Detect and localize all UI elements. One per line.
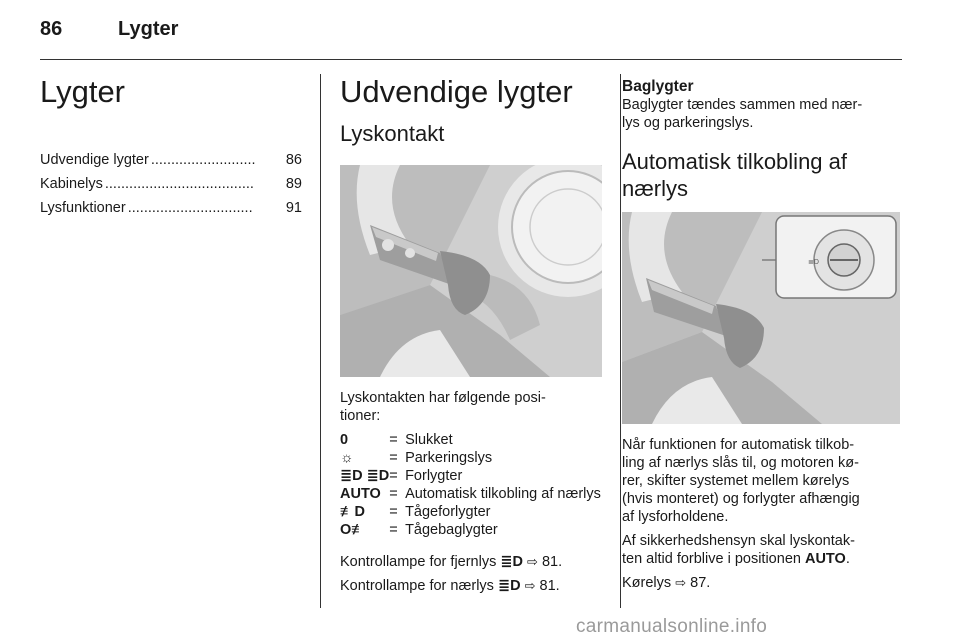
position-symbol: AUTO (340, 486, 381, 502)
page-reference[interactable]: 87. (690, 575, 711, 591)
toc-entry-title: Lysfunktioner (40, 200, 126, 216)
auto-light-description: Når funktionen for automatisk tilkob- ling af nærlys slås til, og motoren kø- rer, skifter systemet mellem kørelys (hvis monteret) og forlygter afhængig af lysforholdene. (622, 437, 860, 525)
toc-leader: ............................... (127, 200, 253, 216)
page-reference-arrow-icon[interactable]: ⇨ (527, 554, 538, 569)
safety-note (622, 532, 902, 568)
note-text: Kontrollampe for nærlys (340, 578, 494, 594)
svg-text:≣D: ≣D (808, 259, 819, 266)
list-item (340, 503, 602, 521)
safety-note-text: Af sikkerhedshensyn skal lyskontak- ten altid forblive i positionen (622, 533, 855, 567)
table-of-contents (40, 148, 302, 220)
toc-entry-title: Udvendige lygter (40, 152, 149, 168)
section-title: Automatisk tilkobling af nærlys (622, 149, 847, 201)
note-text: Kontrollampe for fjernlys (340, 554, 497, 570)
column-divider-1 (320, 74, 321, 608)
daytime-lights-reference (622, 574, 902, 592)
equals-sign: = (389, 432, 398, 448)
parking-light-icon: ☼ (340, 450, 354, 466)
high-beam-icon: ≣D (500, 554, 523, 570)
running-head: Lygter (118, 18, 179, 40)
equals-sign: = (389, 486, 398, 502)
toc-entry[interactable] (40, 196, 302, 220)
toc-entry-page: 86 (285, 152, 302, 168)
chapter-title: Lygter (40, 74, 126, 109)
high-beam-indicator-note (340, 553, 602, 571)
page-reference[interactable]: 81. (541, 554, 563, 570)
section-title: Udvendige lygter (340, 74, 573, 109)
reference-text: Kørelys (622, 575, 672, 591)
list-item (340, 431, 602, 449)
page-number: 86 (40, 18, 63, 40)
column-exterior-lights (340, 74, 602, 595)
auto-light-illustration (622, 212, 900, 424)
tail-lights-heading: Baglygter (622, 78, 694, 95)
column-divider-2 (620, 74, 621, 608)
position-label: Forlygter (405, 468, 463, 484)
column-toc (40, 74, 302, 220)
position-label: Automatisk tilkobling af nærlys (405, 486, 601, 502)
toc-entry-page: 91 (285, 200, 302, 216)
toc-entry[interactable] (40, 148, 302, 172)
rear-fog-light-icon: O≢ (340, 522, 366, 538)
list-item (340, 521, 602, 539)
equals-sign: = (389, 468, 398, 484)
list-item (340, 449, 602, 467)
subsection-title: Lyskontakt (340, 121, 445, 146)
safety-note-end: . (845, 551, 850, 567)
header-rule (40, 59, 902, 60)
toc-leader: .......................... (150, 152, 256, 168)
equals-sign: = (389, 450, 398, 466)
low-beam-icon: ≣D (497, 578, 521, 594)
toc-entry-title: Kabinelys (40, 176, 103, 192)
list-item (340, 467, 602, 485)
page-reference[interactable]: 81. (539, 578, 560, 594)
tail-lights-text: Baglygter tændes sammen med nær- lys og parkeringslys. (622, 97, 863, 131)
switch-positions-list (340, 431, 602, 539)
equals-sign: = (389, 504, 398, 520)
position-label: Slukket (405, 432, 453, 448)
low-beam-indicator-note (340, 577, 602, 595)
position-label: Parkeringslys (405, 450, 493, 466)
list-item (340, 485, 602, 503)
watermark: carmanualsonline.info (576, 616, 768, 637)
headlight-icon: ≣D ≣D (340, 468, 390, 484)
position-symbol: 0 (340, 432, 349, 448)
toc-entry[interactable] (40, 172, 302, 196)
page-reference-arrow-icon[interactable]: ⇨ (675, 575, 687, 590)
toc-leader: ..................................... (104, 176, 254, 192)
light-switch-illustration (340, 165, 602, 377)
position-label: Tågebaglygter (405, 522, 498, 538)
page-reference-arrow-icon[interactable]: ⇨ (524, 578, 536, 593)
front-fog-light-icon: ≢D (340, 504, 365, 520)
switch-intro: Lyskontakten har følgende posi- tioner: (340, 390, 546, 424)
auto-position-label: AUTO (804, 551, 846, 567)
column-automatic-lights (622, 74, 902, 592)
toc-entry-page: 89 (285, 176, 302, 192)
position-label: Tågeforlygter (405, 504, 491, 520)
equals-sign: = (389, 522, 398, 538)
